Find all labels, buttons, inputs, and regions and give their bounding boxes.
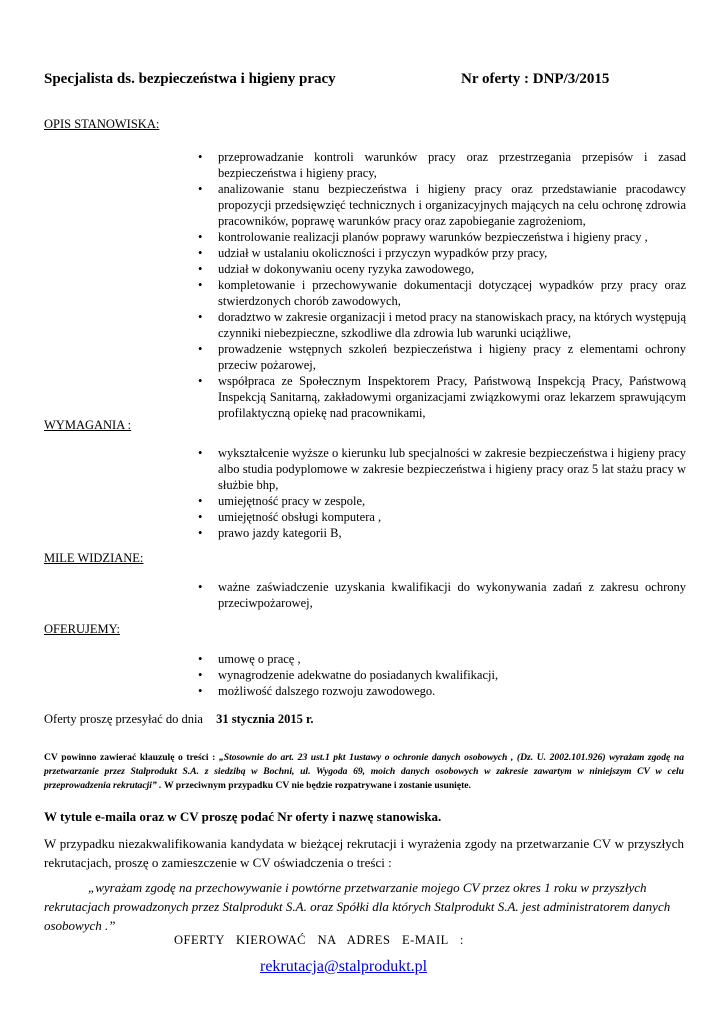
job-title: Specjalista ds. bezpieczeństwa i higieny pracy <box>44 71 336 87</box>
list-wymagania <box>198 445 686 541</box>
list-item: • kompletowanie i przechowywanie dokumentacji dotyczącej wypadków przy pracy oraz stwierdzonych chorób zawodowych, <box>198 277 686 309</box>
list-item: • udział w ustalaniu okoliczności i przyczyn wypadków przy pracy, <box>198 245 686 261</box>
list-item: • udział w dokonywaniu oceny ryzyka zawodowego, <box>198 261 686 277</box>
list-item: • przeprowadzanie kontroli warunków pracy oraz przestrzegania przepisów i zasad bezpieczeństwa i higieny pracy, <box>198 149 686 181</box>
list-item: • współpraca ze Społecznym Inspektorem Pracy, Państwową Inspekcją Pracy, Państwową Inspekcją Sanitarną, zakładowymi organizacjami związkowymi oraz lekarzem sprawującym profilaktyczną opiekę nad pracownikami, <box>198 373 686 421</box>
list-mile-widziane <box>198 579 686 611</box>
clause-text: „Stosownie do art. 23 ust.1 pkt 1ustawy o ochronie danych osobowych , (Dz. U. 2002.101.926) wyrażam zgodę na przetwarzanie przez Stalprodukt S.A. z siedzibą w Bochni, ul. Wygoda 69, moich danych osobowych w zakresie zawartym w niniejszym CV w celu przeprowadzenia rekrutacji” . <box>44 752 684 791</box>
list-item: • doradztwo w zakresie organizacji i metod pracy na stanowiskach pracy, na których występują czynniki niebezpieczne, szkodliwe dla zdrowia lub warunki uciążliwe, <box>198 309 686 341</box>
deadline-label: Oferty proszę przesyłać do dnia <box>44 712 203 726</box>
consent-statement-quote: „wyrażam zgodę na przechowywanie i powtórne przetwarzanie mojego CV przez okres 1 roku w przyszłych rekrutacjach prowadzonych przez Stalprodukt S.A. oraz Spółki dla których Stalprodukt S.A. jest administratorem danych osobowych .” <box>44 880 671 933</box>
offer-number: Nr oferty : DNP/3/2015 <box>461 71 610 87</box>
email-subject-instruction: W tytule e-maila oraz w CV proszę podać Nr oferty i nazwę stanowiska. <box>44 809 442 824</box>
list-item: • umiejętność pracy w zespole, <box>198 493 686 509</box>
list-opis <box>198 149 686 421</box>
clause-note: W przeciwnym przypadku CV nie będzie rozpatrywane i zostanie usunięte. <box>163 780 471 791</box>
list-oferujemy <box>198 651 686 699</box>
list-item: • analizowanie stanu bezpieczeństwa i higieny pracy oraz przedstawianie pracodawcy propozycji przedsięwzięć technicznych i organizacyjnych mających na celu ochronę zdrowia pracowników, poprawę warunków pracy oraz zapobieganie zagrożeniom, <box>198 181 686 229</box>
section-heading-mile-widziane: MILE WIDZIANE: <box>44 551 144 565</box>
list-item: • wynagrodzenie adekwatne do posiadanych kwalifikacji, <box>198 667 686 683</box>
list-item: • umiejętność obsługi komputera , <box>198 509 686 525</box>
list-item: • prowadzenie wstępnych szkoleń bezpieczeństwa i higieny pracy z elementami ochrony przeciw pożarowej, <box>198 341 686 373</box>
deadline-date: 31 stycznia 2015 r. <box>216 712 314 726</box>
email-address-label: OFERTY KIEROWAĆ NA ADRES E-MAIL : <box>174 933 464 947</box>
clause-lead: CV powinno zawierać klauzulę o treści : <box>44 752 216 763</box>
deadline-line <box>44 712 314 727</box>
list-item: • wykształcenie wyższe o kierunku lub specjalności w zakresie bezpieczeństwa i higieny pracy albo studia podyplomowe w zakresie bezpieczeństwa i higieny pracy oraz 5 lat stażu pracy w służbie bhp, <box>198 445 686 493</box>
section-heading-wymagania: WYMAGANIA : <box>44 418 132 432</box>
section-heading-oferujemy: OFERUJEMY: <box>44 622 120 636</box>
recruitment-email-link[interactable]: rekrutacja@stalprodukt.pl <box>260 958 428 975</box>
future-recruitment-paragraph: W przypadku niezakwalifikowania kandydata w bieżącej rekrutacji i wyrażenia zgody na przetwarzanie CV w przyszłych rekrutacjach, proszę o zamieszczenie w CV oświadczenia o treści : <box>44 836 684 870</box>
list-item: • umowę o pracę , <box>198 651 686 667</box>
consent-clause <box>44 751 684 793</box>
list-item: • prawo jazdy kategorii B, <box>198 525 686 541</box>
list-item: • ważne zaświadczenie uzyskania kwalifikacji do wykonywania zadań z zakresu ochrony przeciwpożarowej, <box>198 579 686 611</box>
list-item: • kontrolowanie realizacji planów poprawy warunków bezpieczeństwa i higieny pracy , <box>198 229 686 245</box>
section-heading-opis: OPIS STANOWISKA: <box>44 117 160 131</box>
list-item: • możliwość dalszego rozwoju zawodowego. <box>198 683 686 699</box>
